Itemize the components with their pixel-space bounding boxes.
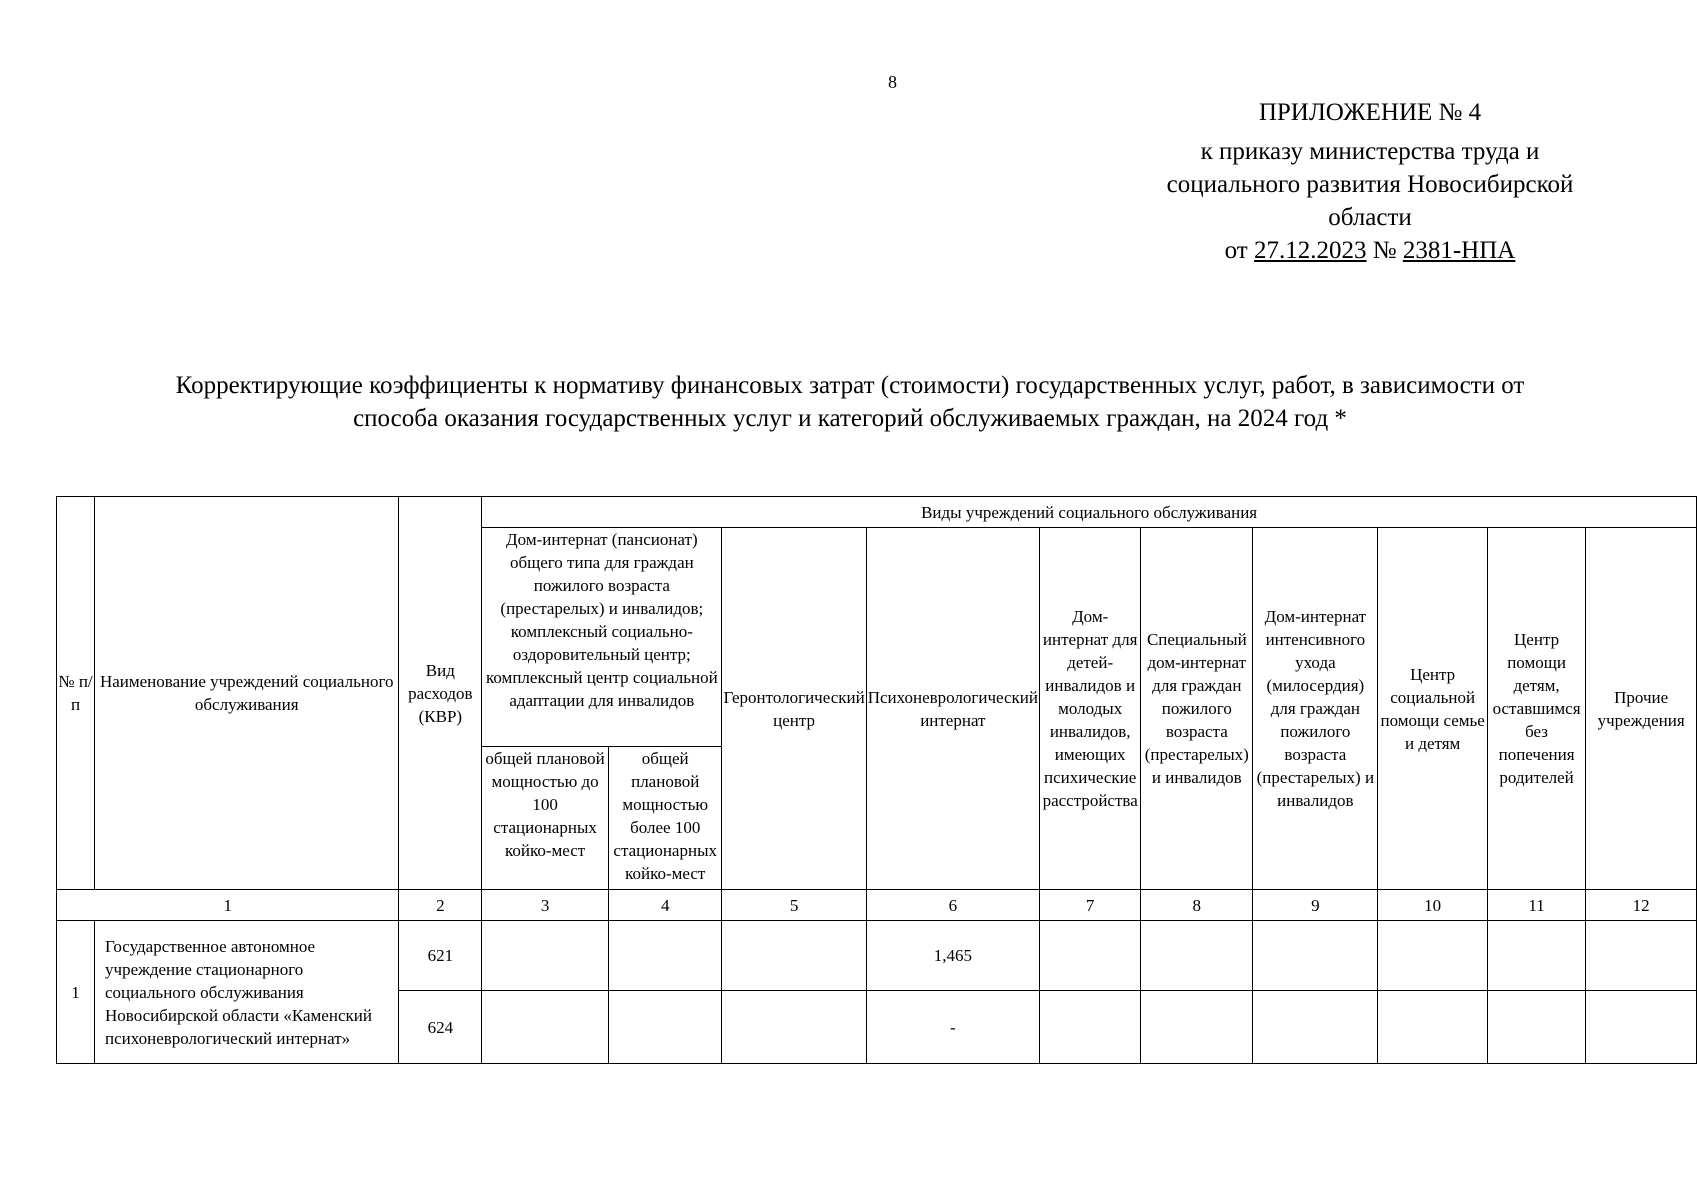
- cell-c5: [722, 991, 866, 1064]
- row-num: 1: [57, 921, 95, 1064]
- appendix-title: ПРИЛОЖЕНИЕ № 4: [1258, 99, 1482, 126]
- header-c34-group: Дом-интернат (пансионат) общего типа для граждан пожилого возраста (престарелых) и инвалидов; комплексный социально-оздоровительный центр; комплексный центр социальной адаптации для инвалидов: [482, 528, 722, 747]
- cell-c12: [1586, 991, 1697, 1064]
- cell-c10: [1378, 921, 1487, 991]
- cell-c11: [1487, 921, 1585, 991]
- cell-c7: [1040, 991, 1141, 1064]
- col-number-7: 7: [1040, 890, 1141, 921]
- header-kvr: Вид расходов (КВР): [399, 497, 482, 890]
- appendix-date-line: [1140, 234, 1600, 267]
- cell-c4: [608, 921, 722, 991]
- col-number-1: 1: [57, 890, 399, 921]
- header-c5: Геронтологический центр: [722, 528, 866, 890]
- document-title: [70, 369, 1630, 435]
- cell-c8: [1141, 921, 1253, 991]
- row-kvr: 624: [399, 991, 482, 1064]
- cell-c3: [482, 921, 609, 991]
- appendix-block: [1140, 96, 1600, 267]
- page-number: 8: [888, 72, 897, 92]
- header-c10: Центр социальной помощи семье и детям: [1378, 528, 1487, 890]
- number-prefix: №: [1366, 237, 1403, 264]
- appendix-line-3: области: [1328, 204, 1412, 231]
- cell-c11: [1487, 991, 1585, 1064]
- cell-c5: [722, 921, 866, 991]
- header-types: Виды учреждений социального обслуживания: [482, 497, 1697, 528]
- appendix-line-1: к приказу министерства труда и: [1200, 138, 1540, 165]
- col-number-12: 12: [1586, 890, 1697, 921]
- table-row: [57, 921, 1697, 991]
- order-number: 2381-НПА: [1402, 237, 1516, 264]
- cell-c8: [1141, 991, 1253, 1064]
- col-number-9: 9: [1253, 890, 1378, 921]
- date-prefix: от: [1224, 237, 1254, 264]
- order-date: 27.12.2023: [1254, 237, 1367, 264]
- col-number-5: 5: [722, 890, 866, 921]
- col-number-8: 8: [1141, 890, 1253, 921]
- col-number-2: 2: [399, 890, 482, 921]
- col-number-3: 3: [482, 890, 609, 921]
- title-line-2: способа оказания государственных услуг и категорий обслуживаемых граждан, на 2024 год *: [353, 405, 1347, 432]
- header-c7: Дом-интернат для детей-инвалидов и молодых инвалидов, имеющих психические расстройства: [1040, 528, 1141, 890]
- row-institution-name: Государственное автономное учреждение стационарного социального обслуживания Новосибирской области «Каменский психоневрологический интернат»: [95, 921, 399, 1064]
- appendix-line-2: социального развития Новосибирской: [1166, 171, 1574, 198]
- cell-c10: [1378, 991, 1487, 1064]
- cell-c9: [1253, 991, 1378, 1064]
- header-c12: Прочие учреждения: [1586, 528, 1697, 890]
- header-c8: Специальный дом-интернат для граждан пожилого возраста (престарелых) и инвалидов: [1141, 528, 1253, 890]
- header-num: № п/п: [57, 497, 95, 890]
- title-line-1: Корректирующие коэффициенты к нормативу финансовых затрат (стоимости) государственных услуг, работ, в зависимости от: [175, 372, 1525, 399]
- cell-c9: [1253, 921, 1378, 991]
- cell-c7: [1040, 921, 1141, 991]
- header-name: Наименование учреждений социального обслуживания: [95, 497, 399, 890]
- cell-c6: 1,465: [866, 921, 1039, 991]
- col-number-6: 6: [866, 890, 1039, 921]
- row-kvr: 621: [399, 921, 482, 991]
- coefficients-table: [56, 496, 1697, 1064]
- cell-c6: -: [866, 991, 1039, 1064]
- header-c9: Дом-интернат интенсивного ухода (милосердия) для граждан пожилого возраста (престарелых) и инвалидов: [1253, 528, 1378, 890]
- header-c11: Центр помощи детям, оставшимся без попечения родителей: [1487, 528, 1585, 890]
- header-c6: Психоневрологический интернат: [866, 528, 1039, 890]
- col-number-10: 10: [1378, 890, 1487, 921]
- cell-c3: [482, 991, 609, 1064]
- col-number-11: 11: [1487, 890, 1585, 921]
- header-c4: общей плановой мощностью более 100 стационарных койко-мест: [608, 747, 722, 890]
- cell-c12: [1586, 921, 1697, 991]
- header-c3: общей плановой мощностью до 100 стационарных койко-мест: [482, 747, 609, 890]
- col-number-4: 4: [608, 890, 722, 921]
- cell-c4: [608, 991, 722, 1064]
